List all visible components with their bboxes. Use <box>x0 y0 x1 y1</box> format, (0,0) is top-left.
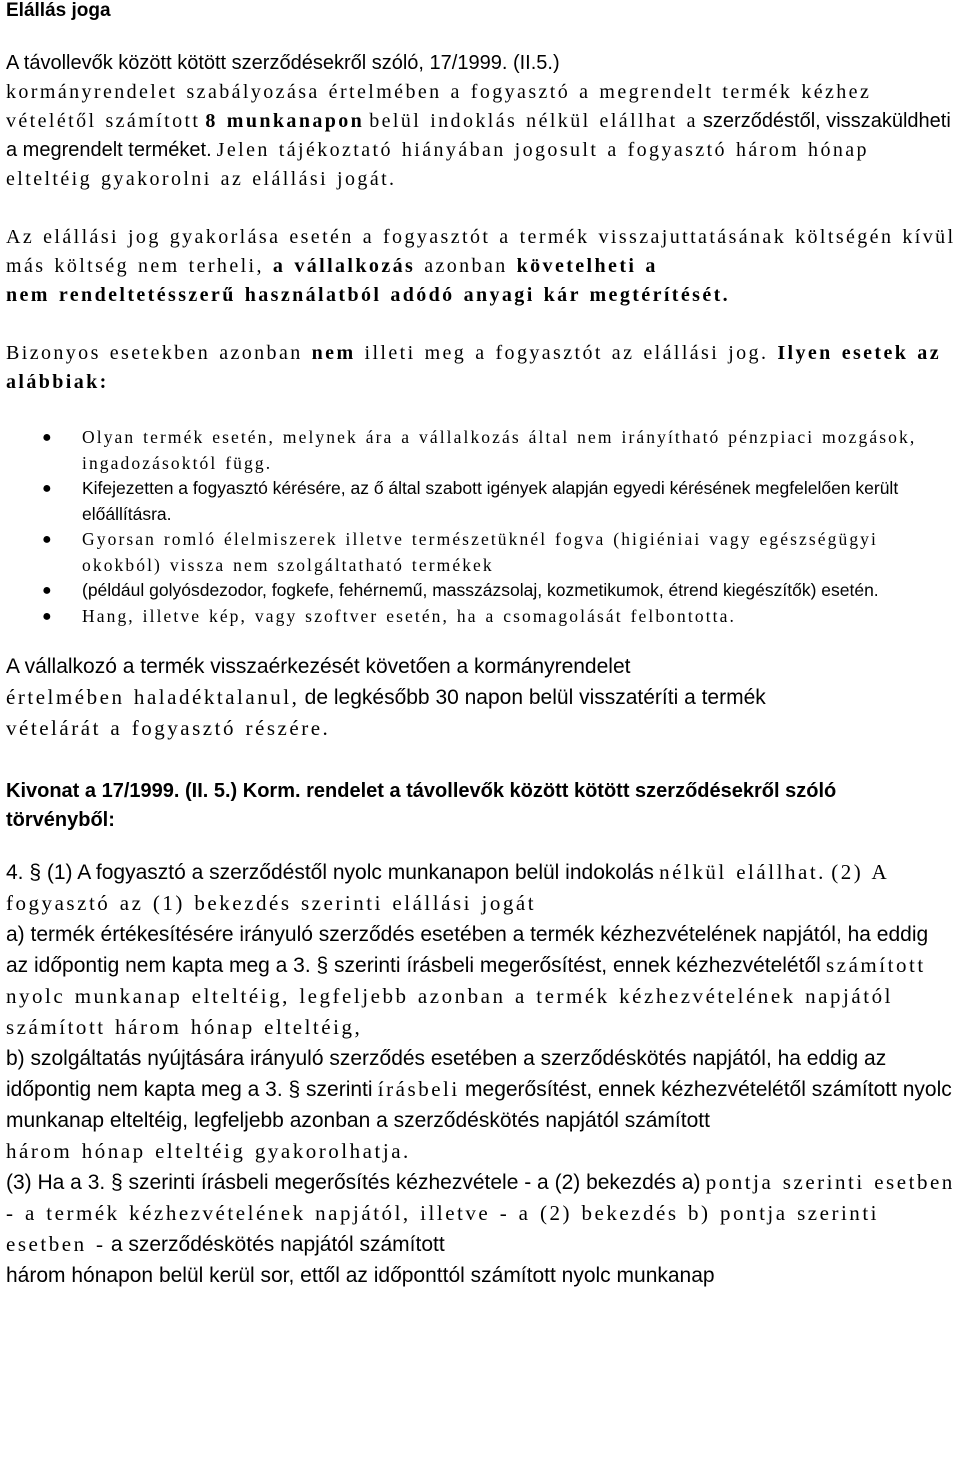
text-segment: Jelen tájékoztató hiányában jogosult a fogyasztó három hónap elteltéig gyakorolni az elállási jogát. <box>6 139 869 190</box>
text-segment: megerősítést, ennek kézhezvételétől számított nyolc munkanap elteltéig, legfeljebb azonban a szerződéskötés napjától számított <box>6 1078 952 1132</box>
text-segment: Az elállási jog gyakorlása esetén a fogyasztót a termék visszajuttatásának költségén kívül más költség nem terheli, <box>6 226 956 277</box>
bold-segment: Ilyen esetek az alábbiak: <box>6 342 941 393</box>
exceptions-list <box>6 425 960 629</box>
text-segment: a szerződéskötés napjától számított <box>110 1233 445 1256</box>
text-segment: számított nyolc munkanap elteltéig, legfeljebb azonban a termék kézhezvételének napjától számított három hónap elteltéig, <box>6 953 926 1039</box>
paragraph-withdrawal-right <box>6 49 960 194</box>
list-item <box>42 578 960 604</box>
list-item <box>42 604 960 630</box>
page-title: Elállás joga <box>6 0 111 21</box>
list-item-text: (például golyósdezodor, fogkefe, fehérnemű, masszázsolaj, kozmetikumok, étrend kiegészítők) esetén. <box>82 580 879 600</box>
text-segment: b) szolgáltatás nyújtására irányuló szerződés esetében a szerződéskötés napjától, ha eddig az időpontig nem kapta meg a 3. § szerinti <box>6 1047 887 1101</box>
bold-segment: követelheti a <box>516 255 658 277</box>
text-segment: Bizonyos esetekben azonban <box>6 342 303 364</box>
bullet-icon: ● <box>42 531 54 548</box>
text-segment: a) termék értékesítésére irányuló szerződés esetében a termék kézhezvételének napjától, ha eddig az időpontig nem kapta meg a 3. § szerinti írásbeli megerősítést, ennek kézhezvételétől <box>6 923 929 977</box>
text-segment: értelmében haladéktalanul, <box>6 685 300 709</box>
section-heading: Kivonat a 17/1999. (II. 5.) Korm. rendelet a távollevők között kötött szerződésekről szóló törvényből: <box>6 780 837 831</box>
text-segment: írásbeli <box>377 1077 460 1101</box>
text-segment: azonban <box>424 255 508 277</box>
bold-segment: a vállalkozás <box>272 255 416 277</box>
text-segment: belül indoklás nélkül elállhat a <box>369 110 698 132</box>
text-segment: három hónapon belül kerül sor, ettől az időponttól számított nyolc munkanap <box>6 1264 715 1287</box>
list-item-text: Hang, illetve kép, vagy szoftver esetén, ha a csomagolását felbontotta. <box>82 605 736 626</box>
bold-segment: 8 munkanapon <box>205 110 365 132</box>
text-segment: nélkül elállhat. <box>659 860 826 884</box>
text-segment: három hónap elteltéig gyakorolhatja. <box>6 1139 411 1163</box>
bullet-icon: ● <box>42 607 54 625</box>
text-segment: 4. § (1) A fogyasztó a szerződéstől nyolc munkanapon belül indokolás <box>6 861 654 884</box>
text-segment: szerződéstől, visszaküldheti a megrendelt terméket. <box>6 110 951 161</box>
list-item <box>42 476 960 527</box>
list-item <box>42 425 960 476</box>
paragraph-costs <box>6 223 960 310</box>
text-segment: de legkésőbb 30 napon belül visszatéríti a termék <box>304 686 766 709</box>
paragraph-exceptions <box>6 339 960 397</box>
text-segment: (2) A fogyasztó az (1) bekezdés szerinti elállási jogát <box>6 860 889 915</box>
paragraph-law-extract <box>6 857 960 1291</box>
text-segment: vételárát a fogyasztó részére. <box>6 716 331 740</box>
list-item-text: Olyan termék esetén, melynek ára a vállalkozás által nem irányítható pénzpiaci mozgások, ingadozásoktól függ. <box>82 427 917 473</box>
list-item-text: Gyorsan romló élelmiszerek illetve természetüknél fogva (higiéniai vagy egészségügyi okokból) vissza nem szolgáltatható termékek <box>82 529 878 575</box>
bullet-icon: ● <box>42 429 54 446</box>
list-item-text: Kifejezetten a fogyasztó kérésére, az ő által szabott igények alapján egyedi kérésének megfelelően került előállításra. <box>82 478 899 524</box>
bullet-icon: ● <box>42 582 52 599</box>
text-segment: illeti meg a fogyasztót az elállási jog. <box>364 342 769 364</box>
bold-segment: nem <box>311 342 356 364</box>
paragraph-refund <box>6 651 960 744</box>
text-segment: A vállalkozó a termék visszaérkezését követően a kormányrendelet <box>6 655 631 678</box>
text-segment: kormányrendelet szabályozása értelmében a fogyasztó a megrendelt termék kézhez vételétől számított <box>6 81 872 132</box>
list-item <box>42 527 960 578</box>
text-segment: pontja szerinti esetben - a termék kézhezvételének napjától, illetve - a (2) bekezdés b) pontja szerinti esetben - <box>6 1170 955 1256</box>
text-segment: A távollevők között kötött szerződésekről szóló, 17/1999. (II.5.) <box>6 52 560 74</box>
text-segment: (3) Ha a 3. § szerinti írásbeli megerősítés kézhezvétele - a (2) bekezdés a) <box>6 1171 701 1194</box>
bold-segment: nem rendeltetésszerű használatból adódó anyagi kár megtérítését. <box>6 284 731 306</box>
bullet-icon: ● <box>42 480 52 497</box>
